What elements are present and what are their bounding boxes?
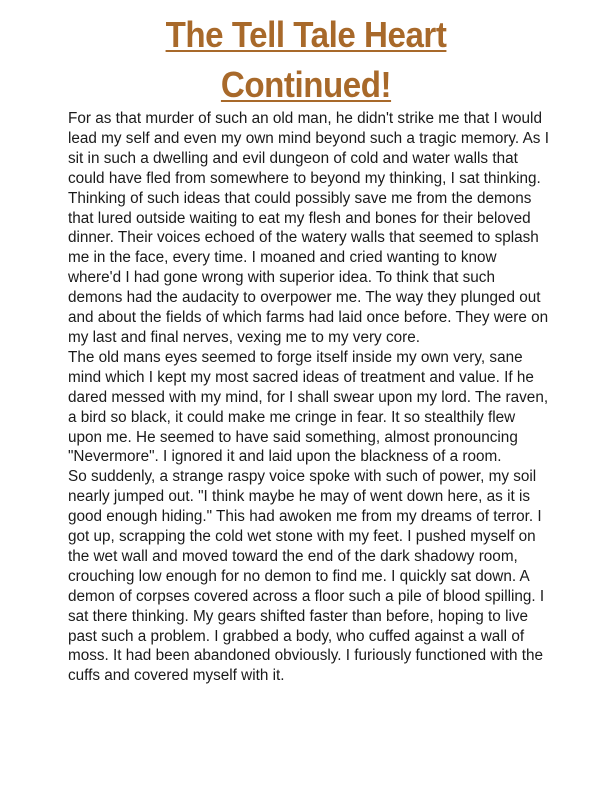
paragraph-2: The old mans eyes seemed to forge itself inside my own very, sane mind which I kept my most sacred ideas of treatment and value. If he dared messed with my mind, for I shall swear upon my lord. The raven, a bird so black, it could make me cringe in fear. It so stealthily flew upon me. He seemed to have said something, almost pronouncing "Nevermore". I ignored it and laid upon the blackness of a room. [68,348,549,466]
paragraph-1: For as that murder of such an old man, he didn't strike me that I would lead my self and even my own mind beyond such a tragic memory. As I sit in such a dwelling and evil dungeon of cold and water walls that could have fled from somewhere to beyond my thinking, I sat thinking. Thinking of such ideas that could possibly save me from the demons that lured outside waiting to eat my flesh and bones for their beloved dinner. Their voices echoed of the watery walls that seemed to splash me in the face, every time. I moaned and cried wanting to know where'd I had gone wrong with superior idea. To think that such demons had the audacity to overpower me. The way they plunged out and about the fields of which farms had laid once before. They were on my last and final nerves, vexing me to my very core. [68,110,549,346]
title-line-1: The Tell Tale Heart [165,14,447,55]
story-body [68,109,550,686]
title-line-2: Continued! [220,64,392,105]
paragraph-3: So suddenly, a strange raspy voice spoke with such of power, my soil nearly jumped out. "I think maybe he may of went down here, as it is good enough hiding." This had awoken me from my dreams of terror. I got up, scrapping the cold wet stone with my feet. I pushed myself on the wet wall and moved toward the end of the dark shadowy room, crouching low enough for no demon to find me. I quickly sat down. A demon of corpses covered across a floor such a pile of blood spilling. I sat there thinking. My gears shifted faster than before, hoping to live past such a problem. I grabbed a body, who cuffed against a wall of moss. It had been abandoned obviously. I furiously functioned with the cuffs and covered myself with it. [68,468,545,685]
page-title [0,10,612,110]
